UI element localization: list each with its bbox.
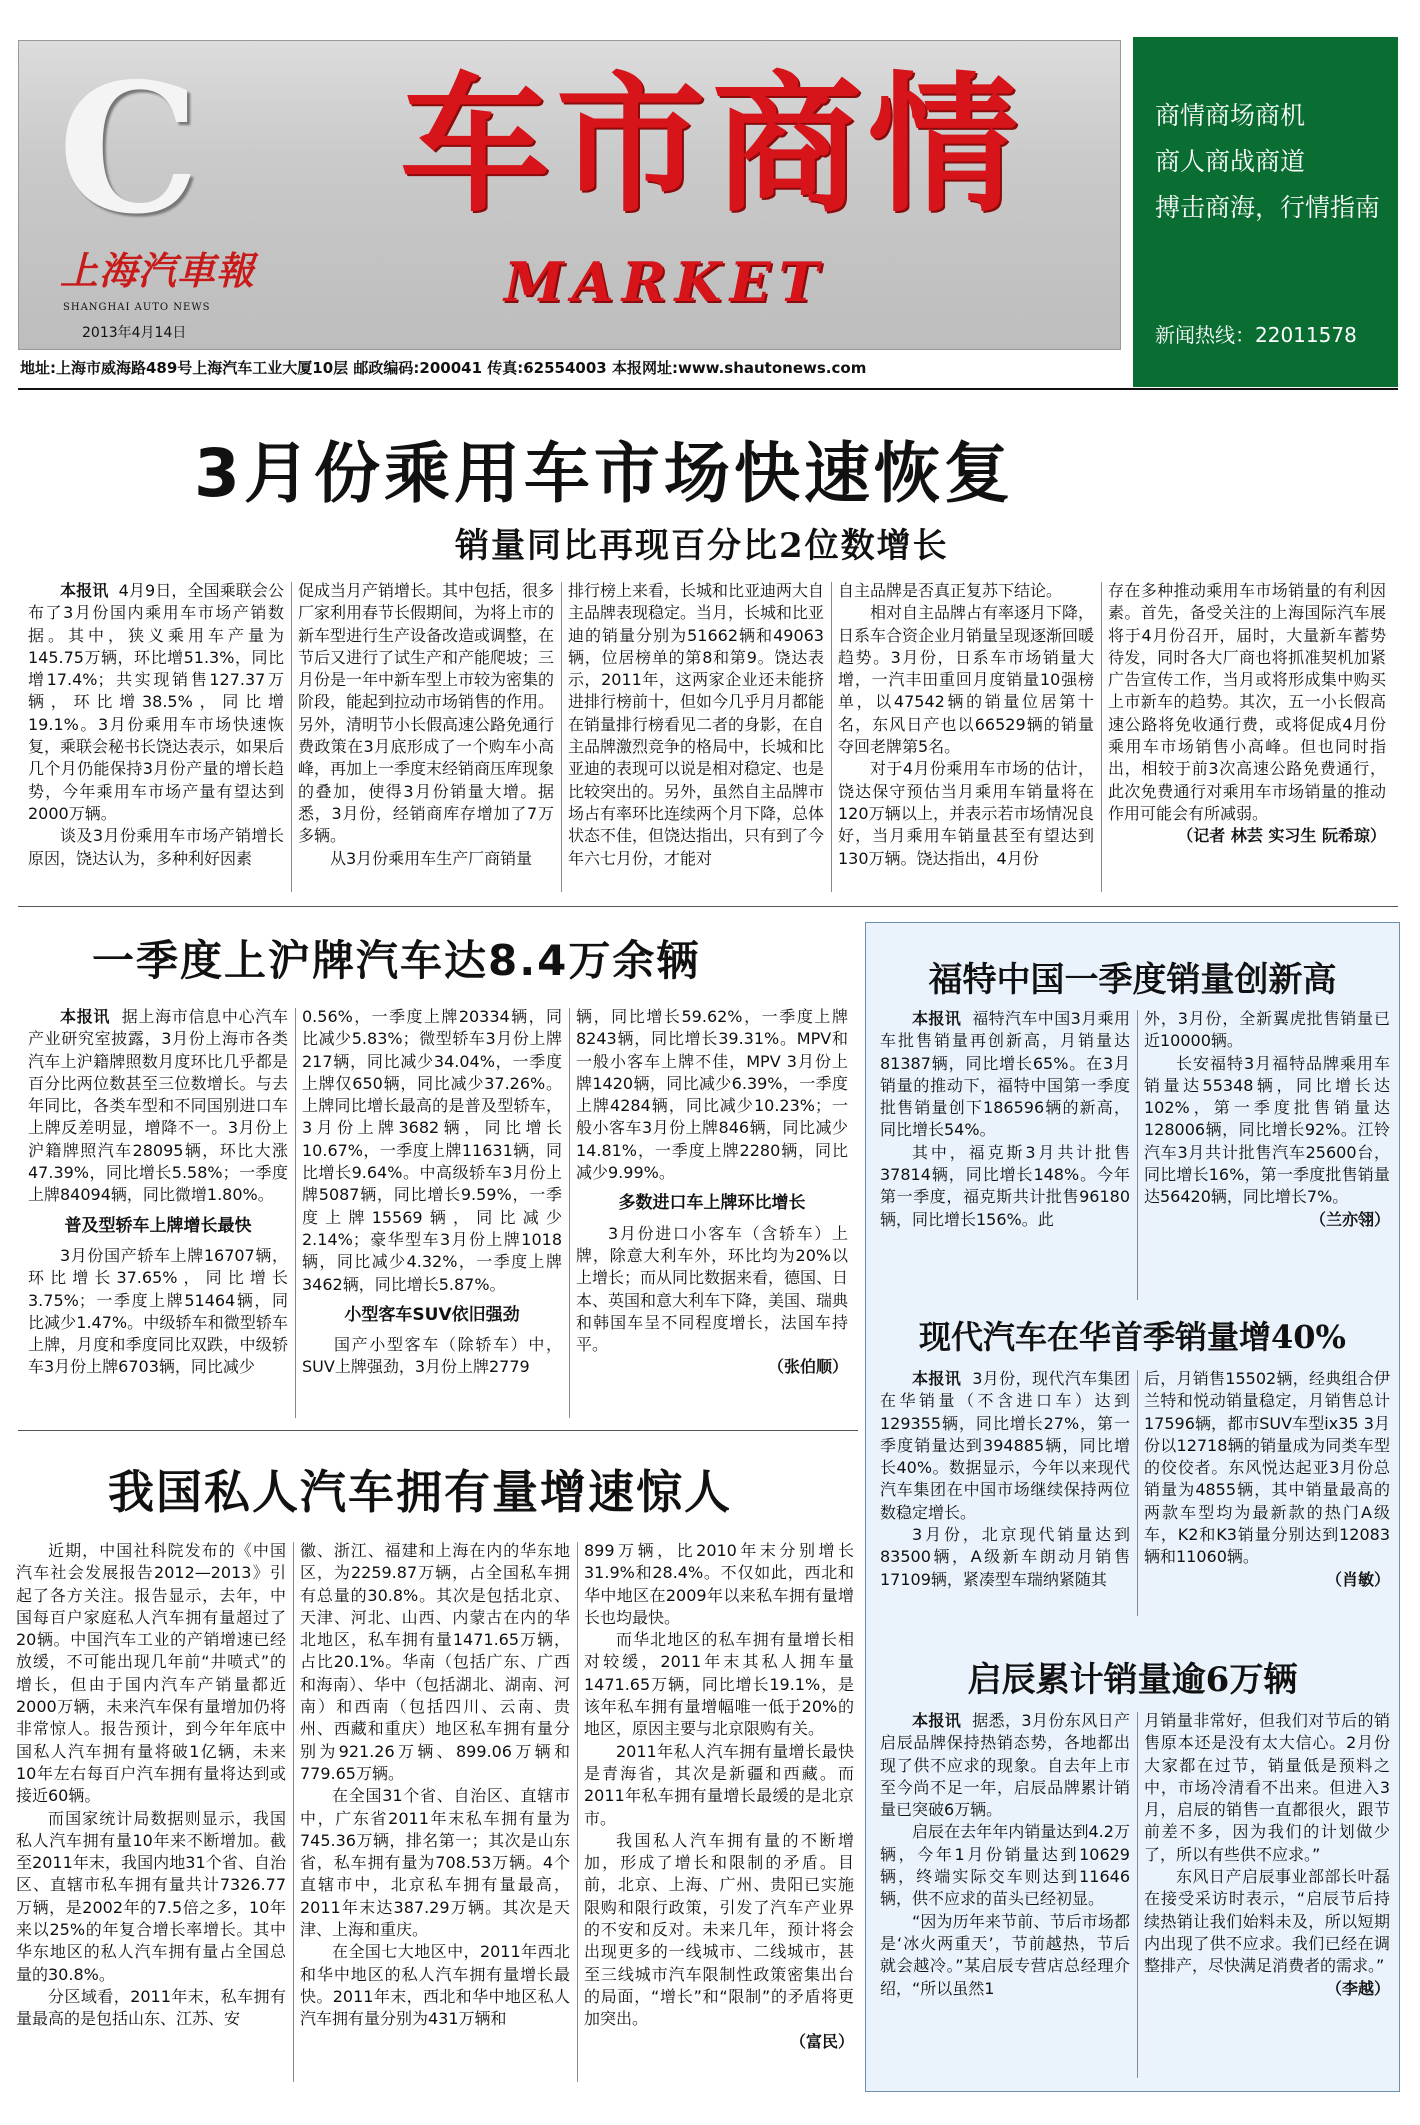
- section-rule: [18, 906, 1398, 907]
- body-text: 福特汽车中国3月乘用车批售销量再创新高，月销量达81387辆，同比增长65%。在3月销量的推动下，福特中国第一季度批售销量创下186596辆的新高，同比增长54%。: [880, 1009, 1130, 1140]
- body-text: 在全国31个省、自治区、直辖市中，广东省2011年末私车拥有量为745.36万辆，排名第一；其次是山东省，私车拥有量为708.53万辆。4个直辖市中，北京私车拥有量最高，2011年末达387.29万辆。其次是天津、上海和重庆。: [300, 1786, 570, 1940]
- body-text: 徽、浙江、福建和上海在内的华东地区，为2259.87万辆，占全国私车拥有总量的30.8%。其次是包括北京、天津、河北、山西、内蒙古在内的华北地区，私车拥有量1471.65万辆，占比20.1%。华南（包括广东、广西和海南）、华中（包括湖北、湖南、河南）和西南（包括四川、云南、贵州、西藏和重庆）地区私车拥有量分别为921.26万辆、899.06万辆和779.65万辆。: [300, 1541, 570, 1783]
- reporter-tag: 本报讯: [912, 1369, 962, 1388]
- body-text: 月销量非常好，但我们对节后的销售原本还是没有太大信心。2月份大家都在过节，销量低是预料之中，市场冷清看不出来。但进入3月，启辰的销售一直都很火，跟节前差不多，因为我们的计划做少了，所以有些供不应求。”: [1144, 1711, 1390, 1864]
- article3-col3: [584, 1540, 854, 2085]
- article1-col3: [568, 580, 824, 898]
- reporter-tag: 本报讯: [912, 1009, 962, 1028]
- body-text: 其中，福克斯3月共计批售37814辆，同比增长148%。今年第一季度，福克斯共计批售96180辆，同比增长156%。此: [880, 1142, 1130, 1229]
- article6-col1: [880, 1710, 1130, 2082]
- column-divider: [295, 1008, 296, 1418]
- body-text: 3月份，现代汽车集团在华销量（不含进口车）达到129355辆，同比增长27%，第一季度销量达到394885辆，同比增长40%。数据显示，今年以来现代汽车集团在中国市场继续保持两位数稳定增长。: [880, 1369, 1130, 1522]
- article2-col3: [576, 1006, 848, 1422]
- article4-headline: 福特中国一季度销量创新高: [928, 960, 1337, 1000]
- column-divider: [1137, 1712, 1138, 2078]
- article6-headline: 启辰累计销量逾6万辆: [967, 1660, 1298, 1700]
- body-text: 3月份国产轿车上牌16707辆，环比增长37.65%，同比增长3.75%；一季度上牌51464辆，同比减少1.47%。中级轿车和微型轿车上牌，月度和季度同比双跌，中级轿车3月份上牌6703辆，同比减少: [28, 1245, 288, 1377]
- article2-headline: 一季度上沪牌汽车达8.4万余辆: [92, 936, 701, 985]
- body-text: 3月份进口小客车（含轿车）上牌，除意大利车外，环比均为20%以上增长；而从同比数据来看，德国、日本、英国和意大利车下降，美国、瑞典和韩国车呈不同程度增长，法国车持平。: [576, 1223, 848, 1355]
- body-text: 自主品牌是否真正复苏下结论。: [838, 581, 1063, 600]
- body-text: 促成当月产销增长。其中包括，很多厂家利用春节长假期间，为将上市的新车型进行生产设备改造或调整，在节后又进行了试生产和产能爬坡；三月份是一年中新车型上市较为密集的阶段，能起到拉动市场销售的作用。另外，清明节小长假高速公路免通行费政策在3月底形成了一个购车小高峰，再加上一季度末经销商压库现象的叠加，使得3月份销量大增。据悉，3月份，经销商库存增加了7万多辆。: [298, 581, 554, 846]
- article1-headline: 3月份乘用车市场快速恢复: [194, 435, 1014, 512]
- body-text: 从3月份乘用车生产厂商销量: [330, 848, 533, 868]
- body-text: 据上海市信息中心汽车产业研究室披露，3月份上海市各类汽车上沪籍牌照数月度环比几乎都是百分比两位数甚至三位数增长。与去年同比，各类车型和不同国别进口车上牌反差明显，增降不一。3月份上沪籍牌照汽车28095辆，环比大涨47.39%，同比增长5.58%；一季度上牌84094辆，同比微增1.80%。: [28, 1007, 288, 1205]
- body-text: 启辰在去年年内销量达到4.2万辆，今年1月份销量达到10629辆，终端实际交车则达到11646辆，供不应求的苗头已经初显。: [880, 1822, 1130, 1909]
- article4-col1: [880, 1008, 1130, 1308]
- body-text: 外，3月份，全新翼虎批售销量已近10000辆。: [1144, 1009, 1390, 1051]
- body-text: 国产小型客车（除轿车）中，SUV上牌强劲，3月份上牌2779: [302, 1335, 562, 1377]
- body-text: 据悉，3月份东风日产启辰品牌保持热销态势，各地都出现了供不应求的现象。自去年上市至今尚不足一年，启辰品牌累计销量已突破6万辆。: [880, 1711, 1130, 1820]
- reporter-tag: 本报讯: [912, 1711, 962, 1730]
- body-text: 分区域看，2011年末，私车拥有量最高的是包括山东、江苏、安: [16, 1986, 286, 2029]
- news-hotline: 新闻热线：22011578: [1155, 323, 1357, 347]
- byline: （肖敏）: [1325, 1569, 1390, 1589]
- reporter-tag: 本报讯: [60, 581, 109, 600]
- body-text: 辆，同比增长59.62%，一季度上牌8243辆，同比增长39.31%。MPV和一般小客车上牌不佳，MPV 3月份上牌1420辆，同比减少6.39%，一季度上牌4284辆，同比减少10.23%；一般小客车3月份上牌846辆，同比减少14.81%，一季度上牌2280辆，同比减少9.99%。: [576, 1007, 848, 1183]
- article5-col2: [1144, 1368, 1390, 1620]
- article1-subhead: 销量同比再现百分比2位数增长: [455, 526, 949, 566]
- address-line: 地址:上海市威海路489号上海汽车工业大厦10层 邮政编码:200041 传真:62554003 本报网址:www.shautonews.com: [20, 359, 867, 377]
- column-divider: [293, 1542, 294, 2082]
- body-text: 0.56%，一季度上牌20334辆，同比减少5.83%；微型轿车3月份上牌217辆，同比减少34.04%，一季度上牌仅650辆，同比减少37.26%。上牌同比增长最高的是普及型轿车，3月份上牌3682辆，同比增长10.67%，一季度上牌11631辆，同比增长9.64%。中高级轿车3月份上牌5087辆，同比增长9.59%，一季度上牌15569辆，同比减少2.14%；豪华型车3月份上牌1018辆，同比减少4.32%，一季度上牌3462辆，同比增长5.87%。: [302, 1007, 562, 1294]
- reporter-tag: 本报讯: [60, 1007, 111, 1026]
- body-text: 899万辆，比2010年末分别增长31.9%和28.4%。不仅如此，西北和华中地区在2009年以来私车拥有量增长也均最快。: [584, 1541, 854, 1627]
- body-text: 我国私人汽车拥有量的不断增加，形成了增长和限制的矛盾。目前，北京、上海、广州、贵阳已实施限购和限行政策，引发了汽车产业界的不安和反对。未来几年，预计将会出现更多的一线城市、二线城市，甚至三线城市汽车限制性政策密集出台的局面，“增长”和“限制”的矛盾将更加突出。: [584, 1830, 854, 2029]
- article1-col5: [1108, 580, 1386, 898]
- body-text: 相对自主品牌占有率逐月下降，日系车合资企业月销量呈现逐渐回暖趋势。3月份，日系车市场销量大增，一汽丰田重回月度销量10强榜单，以47542辆的销量位居第十名，东风日产也以66529辆的销量夺回老牌第5名。: [838, 603, 1094, 757]
- body-text: 4月9日，全国乘联会公布了3月份国内乘用车市场产销数据。其中，狭义乘用车产量为145.75万辆，环比增51.3%，同比增17.4%；共实现销售127.37万辆，环比增38.5%，同比增19.1%。3月份乘用车市场快速恢复，乘联会秘书长饶达表示，如果后几个月仍能保持3月份产量的增长趋势，今年乘用车市场产量有望达到2000万辆。: [28, 581, 284, 823]
- subheading: 小型客车SUV依旧强劲: [344, 1304, 520, 1325]
- section-rule: [18, 1430, 858, 1431]
- brand-logo-en: SHANGHAI AUTO NEWS: [63, 302, 211, 313]
- article6-col2: [1144, 1710, 1390, 2082]
- article1-col1: [28, 580, 284, 898]
- column-divider: [1101, 582, 1102, 892]
- article3-col2: [300, 1540, 570, 2085]
- body-text: 长安福特3月福特品牌乘用车销量达55348辆，同比增长达102%，第一季度批售销量达128006辆，同比增长92%。江铃汽车3月共计批售汽车25600台，同比增长16%，第一季度批售销量达56420辆，同比增长7%。: [1144, 1053, 1390, 1207]
- column-divider: [569, 1008, 570, 1418]
- section-title-en: MARKET: [504, 250, 827, 314]
- body-text: 存在多种推动乘用车市场销量的有利因素。首先，备受关注的上海国际汽车展将于4月份召开，届时，大量新车蓄势待发，同时各大厂商也将抓准契机加紧广告宣传工作，当月或将形成集中购买上市新车的趋势。其次，五一小长假高速公路将免收通行费，或将促成4月份乘用车市场销售小高峰。但也同时指出，相较于前3次高速公路免费通行，此次免费通行对乘用车市场销量的推动作用可能会有所减弱。: [1108, 581, 1386, 823]
- body-text: 而国家统计局数据则显示，我国私人汽车拥有量10年来不断增加。截至2011年末，我国内地31个省、自治区、直辖市私车拥有量共计7326.77万辆，是2002年的7.5倍之多，10年来以25%的年复合增长率增长。其中华东地区的私人汽车拥有量占全国总量的30.8%。: [16, 1808, 286, 1984]
- article5-col1: [880, 1368, 1130, 1620]
- body-text: 而华北地区的私车拥有量增长相对较缓，2011年末其私人拥车量1471.65万辆，同比增长19.1%，是该年私车拥有量增幅唯一低于20%的地区，原因主要与北京限购有关。: [584, 1630, 854, 1739]
- article1-col4: [838, 580, 1094, 898]
- body-text: 2011年私人汽车拥有量增长最快是青海省，其次是新疆和西藏。而2011年私车拥有量增长最缓的是北京市。: [584, 1741, 854, 1828]
- slogan-line: 商人商战商道: [1155, 147, 1306, 176]
- byline: （记者 林芸 实习生 阮希琼）: [1177, 826, 1386, 846]
- issue-date: 2013年4月14日: [82, 325, 187, 341]
- body-text: 在全国七大地区中，2011年西北和华中地区的私人汽车拥有量增长最快。2011年末，西北和华中地区私人汽车拥有量分别为431万辆和: [300, 1942, 570, 2029]
- body-text: 东风日产启辰事业部部长叶磊在接受采访时表示，“启辰节后持续热销让我们始料未及，所以短期内出现了供不应求。我们已经在调整排产，尽快满足消费者的需求。”: [1144, 1867, 1390, 1976]
- article1-col2: [298, 580, 554, 898]
- header-rule: [18, 388, 1398, 390]
- masthead-letter-c: C: [58, 44, 200, 253]
- column-divider: [1137, 1370, 1138, 1616]
- article5-headline: 现代汽车在华首季销量增40%: [919, 1318, 1346, 1356]
- body-text: 谈及3月份乘用车市场产销增长原因，饶达认为，多种利好因素: [28, 826, 284, 868]
- body-text: 后，月销售15502辆，经典组合伊兰特和悦动销量稳定，月销售总计17596辆，都市SUV车型ix35 3月份以12718辆的销量成为同类车型的佼佼者。东风悦达起亚3月份总销量为4855辆，其中销量最高的两款车型均为最新款的热门A级车，K2和K3销量分别达到12083辆和11060辆。: [1144, 1369, 1390, 1567]
- column-divider: [291, 582, 292, 892]
- column-divider: [1137, 1010, 1138, 1300]
- subheading: 普及型轿车上牌增长最快: [64, 1215, 252, 1236]
- article2-col1: [28, 1006, 288, 1422]
- article3-col1: [16, 1540, 286, 2085]
- article4-col2: [1144, 1008, 1390, 1308]
- byline: （兰亦翎）: [1309, 1209, 1390, 1229]
- article3-headline: 我国私人汽车拥有量增速惊人: [108, 1465, 732, 1519]
- body-text: “因为历年来节前、节后市场都是‘冰火两重天’，节前越热，节后就会越冷。”某启辰专营店总经理介绍，“所以虽然1: [880, 1911, 1130, 1998]
- brand-logo-cn: 上海汽車報: [60, 248, 256, 293]
- column-divider: [831, 582, 832, 892]
- article2-col2: [302, 1006, 562, 1422]
- byline: （富民）: [789, 2031, 854, 2051]
- column-divider: [561, 582, 562, 892]
- slogan-line: 搏击商海，行情指南: [1155, 193, 1381, 222]
- body-text: 3月份，北京现代销量达到83500辆，A级新车朗动月销售17109辆，紧凑型车瑞纳紧随其: [880, 1525, 1130, 1589]
- column-divider: [577, 1542, 578, 2082]
- byline: （张伯顺）: [767, 1357, 848, 1377]
- section-title: 车市商情: [400, 57, 1025, 233]
- body-text: 近期，中国社科院发布的《中国汽车社会发展报告2012—2013》引起了各方关注。报告显示，去年，中国每百户家庭私人汽车拥有量超过了20辆。中国汽车工业的产销增速已经放缓，不可能出现几年前“井喷式”的增长，但由于国内汽车产销量都近2000万辆，未来汽车保有量增加仍将非常惊人。报告预计，到今年年底中国私人汽车拥有量将破1亿辆，未来10年左右每百户汽车拥有量将达到或接近60辆。: [16, 1541, 286, 1806]
- byline: （李越）: [1325, 1978, 1390, 1998]
- body-text: 排行榜上来看，长城和比亚迪两大自主品牌表现稳定。当月，长城和比亚迪的销量分别为51662辆和49063辆，位居榜单的第8和第9。饶达表示，2011年，这两家企业还未能挤进排行榜前十，但如今几乎月月都能在销量排行榜看见二者的身影，在自主品牌激烈竞争的格局中，长城和比亚迪的表现可以说是相对稳定、也是比较突出的。另外，虽然自主品牌市场占有率环比连续两个月下降，总体状态不佳，但饶达指出，只有到了今年六七月份，才能对: [568, 581, 824, 868]
- body-text: 对于4月份乘用车市场的估计，饶达保守预估当月乘用车销量将在120万辆以上，并表示若市场情况良好，当月乘用车销量甚至有望达到130万辆。饶达指出，4月份: [838, 759, 1094, 868]
- slogan-box: [1133, 37, 1398, 387]
- slogan-line: 商情商场商机: [1155, 101, 1306, 130]
- subheading: 多数进口车上牌环比增长: [618, 1193, 806, 1214]
